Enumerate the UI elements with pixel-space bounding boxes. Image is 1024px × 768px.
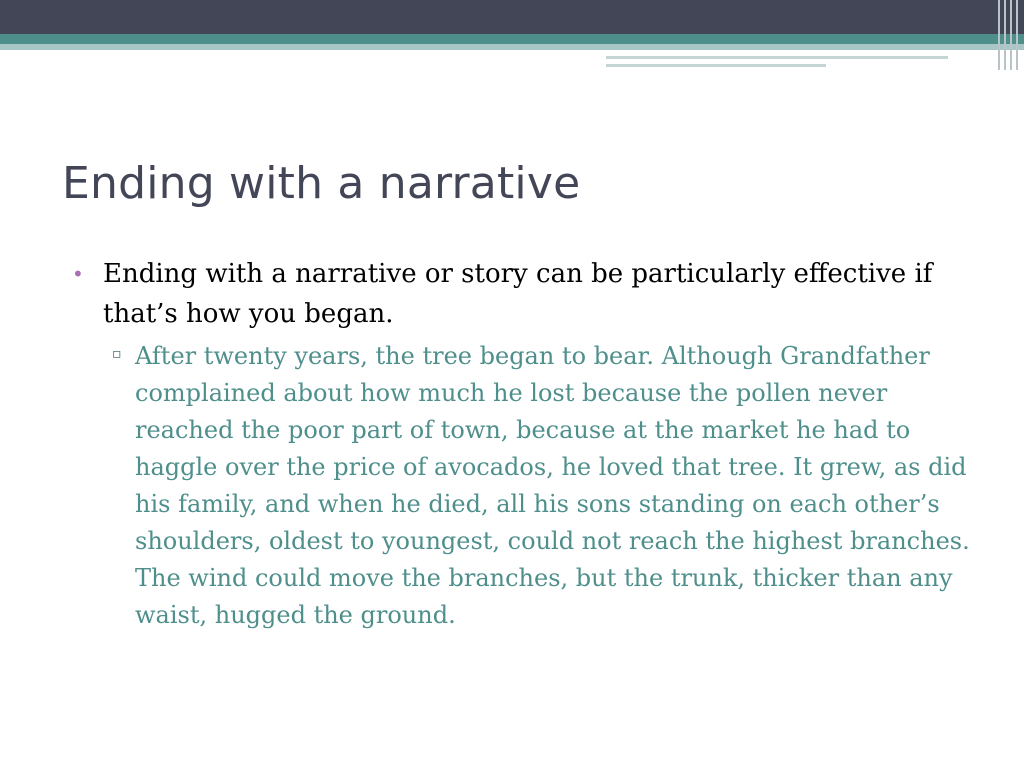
slide-title: Ending with a narrative [62, 158, 581, 209]
sub-bullet-marker: ▫ [112, 346, 122, 362]
header-bar [0, 0, 1024, 34]
header-accent-band [0, 34, 1024, 44]
bullet-text: Ending with a narrative or story can be particularly effective if that’s how you began. [103, 259, 933, 329]
header-stripes [994, 0, 1024, 70]
header-light-band [0, 44, 1024, 50]
sub-bullet-text: After twenty years, the tree began to bear. Although Grandfather complained about how much he lost because the pollen never reached the poor part of town, because at the market he had to haggle over the price of avocados, he loved that tree. It grew, as did his family, and when he died, all his sons standing on each other’s shoulders, oldest to youngest, could not reach the highest branches. The wind could move the branches, but the trunk, thicker than any waist, hugged the ground. [135, 342, 970, 629]
header-accent-line-short [606, 64, 826, 67]
header-accent-line [606, 56, 948, 59]
bullet-marker: • [72, 262, 84, 286]
